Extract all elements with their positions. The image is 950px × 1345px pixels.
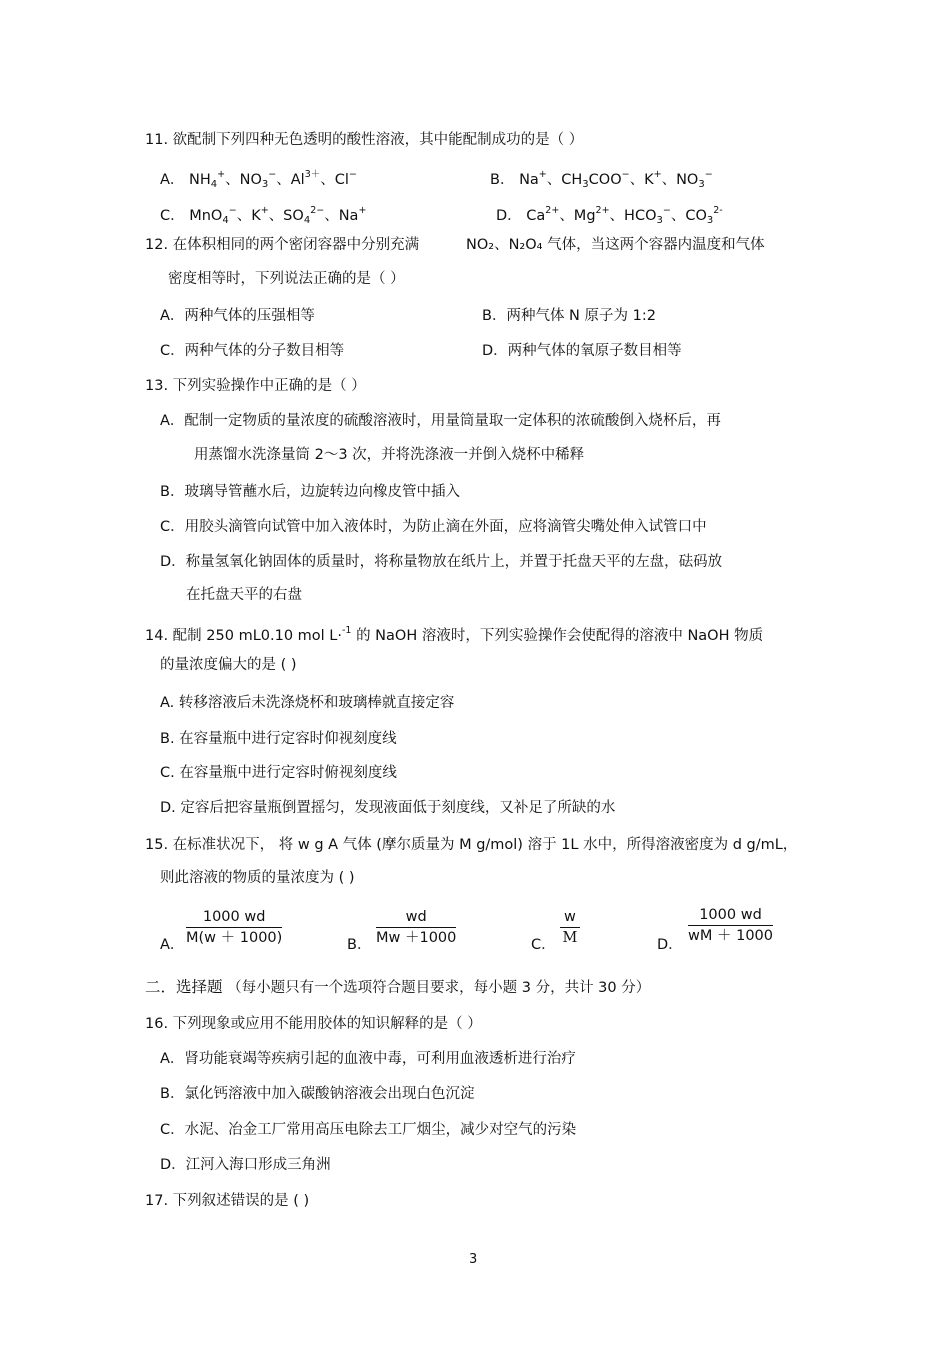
section-2-heading	[145, 978, 650, 997]
q12-option-c: C．两种气体的分子数目相等	[160, 343, 345, 359]
section-2-title: 二．选择题	[145, 978, 223, 996]
q14-stem-superscript: -1	[341, 625, 352, 636]
q15-stem-line1: 15. 在标准状况下， 将 w g A 气体 (摩尔质量为 M g/mol) 溶于 1L 水中，所得溶液密度为 d g/mL，	[145, 837, 798, 853]
q11-option-a	[160, 166, 357, 194]
option-label: A．	[160, 172, 185, 188]
q12-stem-a: 12. 在体积相同的两个密闭容器中分别充满	[145, 237, 420, 253]
q11-a-ions: $NH_4^+$、$NO_3^-$、$Al^{3+}$、Cl−	[189, 169, 357, 190]
fraction-denominator: M	[562, 930, 578, 946]
option-label: C．	[160, 208, 185, 224]
q11-option-b	[490, 166, 713, 194]
q16-option-b: B．氯化钙溶液中加入碳酸钠溶液会出现白色沉淀	[160, 1086, 475, 1102]
q14-option-a: A. 转移溶液后未洗涤烧杯和玻璃棒就直接定容	[160, 695, 455, 711]
q16-option-c: C．水泥、冶金工厂常用高压电除去工厂烟尘，减少对空气的污染	[160, 1122, 577, 1138]
q12-stem-b: 密度相等时，下列说法正确的是（ ）	[168, 271, 405, 287]
fraction-denominator: wM ＋ 1000	[688, 928, 773, 944]
q12-option-b: B．两种气体 N 原子为 1:2	[482, 308, 656, 324]
fraction-numerator: wd	[376, 908, 456, 928]
q13-option-d-line1: D．称量氢氧化钠固体的质量时，将称量物放在纸片上，并置于托盘天平的左盘，砝码放	[160, 554, 723, 570]
fraction-denominator: M(w ＋ 1000)	[186, 930, 283, 946]
fraction-numerator: 1000 wd	[186, 908, 282, 928]
section-2-note: （每小题只有一个选项符合题目要求，每小题 3 分，共计 30 分）	[227, 980, 651, 996]
q15-option-d-fraction	[688, 906, 773, 945]
q15-option-a-fraction	[186, 908, 282, 947]
q15-stem-line2: 则此溶液的物质的量浓度为 ( )	[160, 870, 355, 886]
q14-stem-a: 14. 配制 250 mL0.10 mol L·	[145, 628, 342, 644]
q13-stem: 13. 下列实验操作中正确的是（ ）	[145, 378, 366, 394]
option-label: B．	[490, 172, 515, 188]
fraction-numerator: 1000 wd	[688, 906, 773, 926]
q16-option-d: D．江河入海口形成三角洲	[160, 1157, 331, 1173]
q11-stem: 11. 欲配制下列四种无色透明的酸性溶液，其中能配制成功的是（ ）	[145, 132, 584, 148]
q12-stem-gas: NO₂、N₂O₄ 气体，当这两个容器内温度和气体	[466, 237, 765, 253]
q14-option-c: C. 在容量瓶中进行定容时俯视刻度线	[160, 765, 397, 781]
q13-option-b: B．玻璃导管蘸水后，边旋转边向橡皮管中插入	[160, 484, 460, 500]
q15-option-d-label: D．	[657, 937, 683, 953]
option-label: D．	[496, 208, 522, 224]
q16-stem: 16. 下列现象或应用不能用胶体的知识解释的是（ ）	[145, 1016, 482, 1032]
q11-b-ions: Na+、$CH_3COO^-$、K+、$NO_3^-$	[519, 169, 713, 190]
q13-option-d-line2: 在托盘天平的右盘	[186, 587, 302, 603]
q17-stem: 17. 下列叙述错误的是 ( )	[145, 1193, 310, 1209]
q11-option-d	[496, 202, 723, 230]
q13-option-c: C．用胶头滴管向试管中加入液体时，为防止滴在外面，应将滴管尖嘴处伸入试管口中	[160, 519, 707, 535]
q15-option-a-label: A．	[160, 937, 185, 953]
q13-option-a-line2: 用蒸馏水洗涤量筒 2～3 次，并将洗涤液一并倒入烧杯中稀释	[194, 447, 585, 463]
q16-option-a: A．肾功能衰竭等疾病引起的血液中毒，可利用血液透析进行治疗	[160, 1051, 576, 1067]
page-number: 3	[469, 1252, 478, 1267]
q15-option-c-fraction	[560, 908, 580, 947]
q15-option-b-fraction	[376, 908, 456, 947]
fraction-denominator: Mw ＋1000	[376, 930, 457, 946]
fraction-numerator: w	[560, 908, 580, 928]
q12-option-a: A．两种气体的压强相等	[160, 308, 315, 324]
q14-stem-line2: 的量浓度偏大的是 ( )	[160, 657, 297, 673]
q14-option-b: B. 在容量瓶中进行定容时仰视刻度线	[160, 731, 397, 747]
q14-option-d: D. 定容后把容量瓶倒置摇匀，发现液面低于刻度线，又补足了所缺的水	[160, 800, 616, 816]
q11-c-ions: MnO$_4$−、K+、$SO_4^{2-}$、Na+	[189, 205, 367, 226]
q15-option-b-label: B．	[347, 937, 372, 953]
q15-option-c-label: C．	[531, 937, 556, 953]
q14-stem-b: 的 NaOH 溶液时，下列实验操作会使配得的溶液中 NaOH 物质	[351, 628, 764, 644]
q14-stem-line1	[145, 622, 763, 645]
q12-option-d: D．两种气体的氧原子数目相等	[482, 343, 682, 359]
q11-option-c	[160, 202, 366, 230]
q11-d-ions: $Ca^{2+}$、$Mg^{2+}$、$HCO_3^-$、$CO_3^{2-}$	[526, 205, 723, 226]
q13-option-a-line1: A．配制一定物质的量浓度的硫酸溶液时，用量筒量取一定体积的浓硫酸倒入烧杯后，再	[160, 413, 721, 429]
